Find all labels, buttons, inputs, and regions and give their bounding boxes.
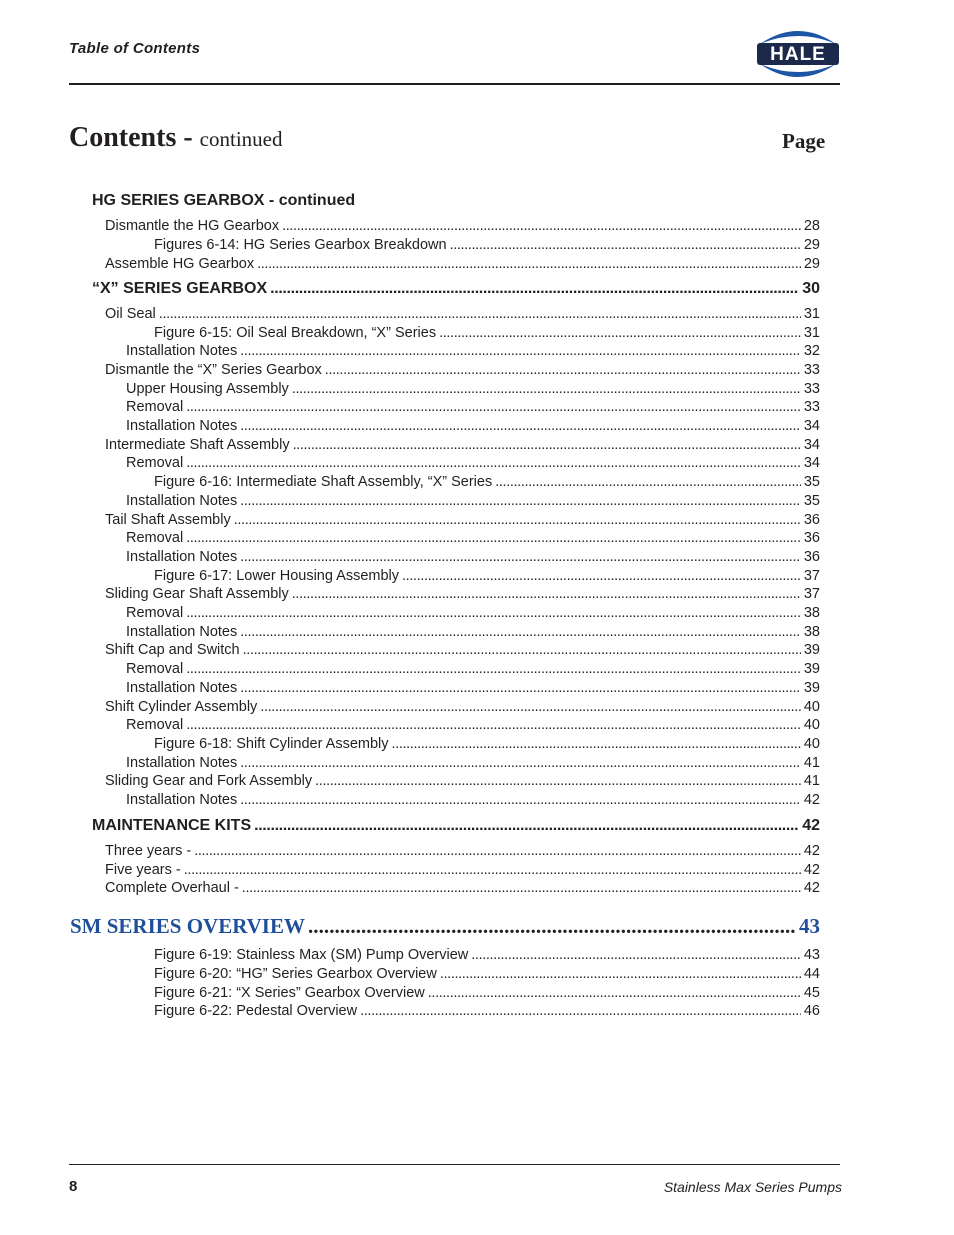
toc-entry-label: Removal bbox=[126, 530, 184, 546]
toc-entry[interactable] bbox=[105, 511, 820, 529]
toc-entry-page: 39 bbox=[803, 642, 820, 658]
title-main: Contents - bbox=[69, 122, 200, 153]
toc-entry-label: Removal bbox=[126, 399, 184, 415]
toc-entry-page: 39 bbox=[803, 680, 820, 696]
toc-entry[interactable] bbox=[154, 946, 820, 964]
toc-entry[interactable] bbox=[154, 965, 820, 983]
dot-leader bbox=[234, 511, 801, 529]
toc-entry-page: 44 bbox=[803, 966, 820, 982]
toc-entry-label: MAINTENANCE KITS bbox=[92, 817, 252, 834]
toc-entry-page: 41 bbox=[803, 773, 820, 789]
dot-leader bbox=[186, 660, 801, 678]
toc-entry-label: Figure 6-17: Lower Housing Assembly bbox=[154, 568, 400, 584]
toc-entry[interactable] bbox=[105, 842, 820, 860]
toc-entry-label: Complete Overhaul - bbox=[105, 880, 239, 896]
dot-leader bbox=[159, 305, 801, 323]
toc-entry[interactable] bbox=[126, 548, 820, 566]
toc-entry[interactable] bbox=[126, 342, 820, 360]
dot-leader bbox=[257, 255, 801, 273]
toc-entry[interactable] bbox=[105, 641, 820, 659]
toc-entry-page: 29 bbox=[803, 237, 820, 253]
dot-leader bbox=[186, 716, 801, 734]
toc-entry-page: 29 bbox=[803, 256, 820, 272]
toc-entry-page: 32 bbox=[803, 343, 820, 359]
dot-leader bbox=[184, 861, 801, 879]
logo-text: HALE bbox=[770, 44, 826, 65]
dot-leader bbox=[440, 965, 801, 983]
toc-entry-label: Figure 6-15: Oil Seal Breakdown, “X” Series bbox=[154, 325, 437, 341]
toc-entry-label: Dismantle the HG Gearbox bbox=[105, 218, 280, 234]
toc-entry-page: 42 bbox=[803, 792, 820, 808]
toc-entry[interactable] bbox=[126, 529, 820, 547]
dot-leader bbox=[439, 324, 801, 342]
toc-entry[interactable] bbox=[126, 604, 820, 622]
toc-entry[interactable] bbox=[154, 1002, 820, 1020]
dot-leader bbox=[194, 842, 801, 860]
toc-entry-label: Assemble HG Gearbox bbox=[105, 256, 255, 272]
dot-leader bbox=[186, 398, 801, 416]
toc-section-entry[interactable] bbox=[70, 914, 820, 938]
header-rule bbox=[69, 83, 840, 85]
toc-entry-page: 28 bbox=[803, 218, 820, 234]
toc-entry-page: 35 bbox=[803, 493, 820, 509]
toc-entry-page: 35 bbox=[803, 474, 820, 490]
toc-entry-label: Installation Notes bbox=[126, 755, 238, 771]
toc-entry-page: 43 bbox=[803, 947, 820, 963]
toc-entry-page: 34 bbox=[803, 437, 820, 453]
toc-entry-label: Installation Notes bbox=[126, 680, 238, 696]
toc-entry[interactable] bbox=[126, 660, 820, 678]
toc-entry-page: 30 bbox=[802, 280, 820, 297]
toc-entry-label: Shift Cap and Switch bbox=[105, 642, 240, 658]
toc-entry-page: 38 bbox=[803, 624, 820, 640]
toc-entry-label: Installation Notes bbox=[126, 418, 238, 434]
dot-leader bbox=[270, 280, 799, 298]
running-header: Table of Contents bbox=[69, 40, 201, 57]
dot-leader bbox=[186, 529, 801, 547]
toc-entry-label: Installation Notes bbox=[126, 792, 238, 808]
toc-entry-label: Upper Housing Assembly bbox=[126, 381, 289, 397]
dot-leader bbox=[260, 698, 801, 716]
toc-entry-page: 41 bbox=[803, 755, 820, 771]
dot-leader bbox=[450, 236, 801, 254]
toc-entry-label: Figures 6-14: HG Series Gearbox Breakdown bbox=[154, 237, 447, 253]
toc-entry-label: Sliding Gear and Fork Assembly bbox=[105, 773, 313, 789]
dot-leader bbox=[308, 914, 796, 938]
toc-entry-label: “X” SERIES GEARBOX bbox=[92, 280, 268, 297]
dot-leader bbox=[325, 361, 801, 379]
toc-entry[interactable] bbox=[154, 567, 820, 585]
toc-entry-page: 38 bbox=[803, 605, 820, 621]
toc-entry-page: 36 bbox=[803, 549, 820, 565]
toc-entry-page: 34 bbox=[803, 455, 820, 471]
toc-entry[interactable] bbox=[126, 623, 820, 641]
dot-leader bbox=[428, 984, 801, 1002]
toc-entry-label: Removal bbox=[126, 661, 184, 677]
dot-leader bbox=[282, 217, 801, 235]
toc-entry[interactable] bbox=[126, 454, 820, 472]
toc-entry-label: Intermediate Shaft Assembly bbox=[105, 437, 290, 453]
toc-entry-label: Installation Notes bbox=[126, 549, 238, 565]
dot-leader bbox=[315, 772, 801, 790]
toc-entry-page: 33 bbox=[803, 362, 820, 378]
toc-entry-label: Figure 6-21: “X Series” Gearbox Overview bbox=[154, 985, 425, 1001]
toc-entry[interactable] bbox=[105, 861, 820, 879]
toc-entry-page: 37 bbox=[803, 568, 820, 584]
toc-entry-page: 31 bbox=[803, 325, 820, 341]
toc-entry-page: 40 bbox=[803, 736, 820, 752]
page-number: 8 bbox=[69, 1178, 78, 1195]
toc-entry-label: Three years - bbox=[105, 843, 192, 859]
dot-leader bbox=[392, 735, 801, 753]
toc-entry[interactable] bbox=[105, 305, 820, 323]
page-title bbox=[69, 122, 282, 154]
toc-entry-label: SM SERIES OVERVIEW bbox=[70, 914, 305, 938]
page-column-heading: Page bbox=[782, 129, 826, 153]
dot-leader bbox=[292, 380, 801, 398]
toc-entry-label: Removal bbox=[126, 717, 184, 733]
toc-entry[interactable] bbox=[105, 255, 820, 273]
dot-leader bbox=[240, 492, 801, 510]
footer-title: Stainless Max Series Pumps bbox=[663, 1179, 842, 1195]
toc-entry-page: 36 bbox=[803, 512, 820, 528]
toc-entry-label: Installation Notes bbox=[126, 624, 238, 640]
dot-leader bbox=[240, 342, 801, 360]
toc-entry-page: 42 bbox=[803, 843, 820, 859]
toc-entry-page: 34 bbox=[803, 418, 820, 434]
toc-entry-page: 42 bbox=[803, 862, 820, 878]
toc-entry[interactable] bbox=[126, 380, 820, 398]
hale-logo bbox=[754, 24, 842, 84]
toc-entry-page: 31 bbox=[803, 306, 820, 322]
toc-entry[interactable] bbox=[105, 217, 820, 235]
toc-entry[interactable] bbox=[126, 716, 820, 734]
toc-entry[interactable] bbox=[105, 436, 820, 454]
dot-leader bbox=[292, 585, 801, 603]
dot-leader bbox=[240, 791, 801, 809]
dot-leader bbox=[186, 604, 801, 622]
dot-leader bbox=[360, 1002, 801, 1020]
toc-entry[interactable] bbox=[105, 879, 820, 897]
toc-entry-page: 40 bbox=[803, 699, 820, 715]
toc-entry[interactable] bbox=[105, 772, 820, 790]
toc-entry[interactable] bbox=[126, 679, 820, 697]
dot-leader bbox=[254, 817, 799, 835]
toc-entry[interactable] bbox=[126, 754, 820, 772]
toc-entry-label: Installation Notes bbox=[126, 493, 238, 509]
toc-entry-page: 40 bbox=[803, 717, 820, 733]
toc-entry[interactable] bbox=[126, 398, 820, 416]
dot-leader bbox=[240, 623, 801, 641]
toc-entry-label: Removal bbox=[126, 455, 184, 471]
dot-leader bbox=[471, 946, 801, 964]
toc-entry-page: 45 bbox=[803, 985, 820, 1001]
toc-entry-page: 33 bbox=[803, 399, 820, 415]
toc-entry-page: 46 bbox=[803, 1003, 820, 1019]
toc-entry[interactable] bbox=[126, 791, 820, 809]
dot-leader bbox=[240, 417, 801, 435]
toc-section-entry[interactable] bbox=[92, 280, 820, 298]
toc-entry-label: Five years - bbox=[105, 862, 181, 878]
toc-entry-label: Figure 6-22: Pedestal Overview bbox=[154, 1003, 358, 1019]
toc-entry-label: Oil Seal bbox=[105, 306, 156, 322]
dot-leader bbox=[243, 641, 801, 659]
dot-leader bbox=[402, 567, 801, 585]
dot-leader bbox=[242, 879, 801, 897]
toc-entry[interactable] bbox=[154, 735, 820, 753]
hg-section-heading: HG SERIES GEARBOX - continued bbox=[92, 192, 356, 209]
toc-entry-label: Installation Notes bbox=[126, 343, 238, 359]
toc-entry[interactable] bbox=[126, 417, 820, 435]
toc-entry-label: Figure 6-19: Stainless Max (SM) Pump Overview bbox=[154, 947, 469, 963]
toc-entry-label: Tail Shaft Assembly bbox=[105, 512, 231, 528]
toc-entry[interactable] bbox=[126, 492, 820, 510]
toc-entry[interactable] bbox=[105, 698, 820, 716]
toc-entry[interactable] bbox=[154, 324, 820, 342]
toc-entry[interactable] bbox=[154, 473, 820, 491]
toc-entry-label: Figure 6-16: Intermediate Shaft Assembly, “X” Series bbox=[154, 474, 493, 490]
toc-entry[interactable] bbox=[105, 361, 820, 379]
toc-entry-page: 37 bbox=[803, 586, 820, 602]
toc-entry-page: 33 bbox=[803, 381, 820, 397]
toc-entry[interactable] bbox=[154, 236, 820, 254]
toc-entry-page: 42 bbox=[802, 817, 820, 834]
toc-entry[interactable] bbox=[105, 585, 820, 603]
toc-entry-page: 36 bbox=[803, 530, 820, 546]
dot-leader bbox=[293, 436, 801, 454]
dot-leader bbox=[186, 454, 801, 472]
toc-entry-label: Figure 6-18: Shift Cylinder Assembly bbox=[154, 736, 389, 752]
title-sub: continued bbox=[199, 127, 283, 151]
toc-entry[interactable] bbox=[154, 984, 820, 1002]
dot-leader bbox=[495, 473, 801, 491]
toc-section-entry[interactable] bbox=[92, 817, 820, 835]
toc-entry-page: 43 bbox=[799, 914, 820, 938]
toc-entry-page: 42 bbox=[803, 880, 820, 896]
toc-entry-label: Figure 6-20: “HG” Series Gearbox Overview bbox=[154, 966, 437, 982]
toc-entry-page: 39 bbox=[803, 661, 820, 677]
toc-entry-label: Sliding Gear Shaft Assembly bbox=[105, 586, 289, 602]
dot-leader bbox=[240, 548, 801, 566]
dot-leader bbox=[240, 754, 801, 772]
toc-entry-label: Dismantle the “X” Series Gearbox bbox=[105, 362, 322, 378]
footer-rule bbox=[69, 1164, 840, 1165]
toc-entry-label: Shift Cylinder Assembly bbox=[105, 699, 258, 715]
toc-entry-label: Removal bbox=[126, 605, 184, 621]
dot-leader bbox=[240, 679, 801, 697]
